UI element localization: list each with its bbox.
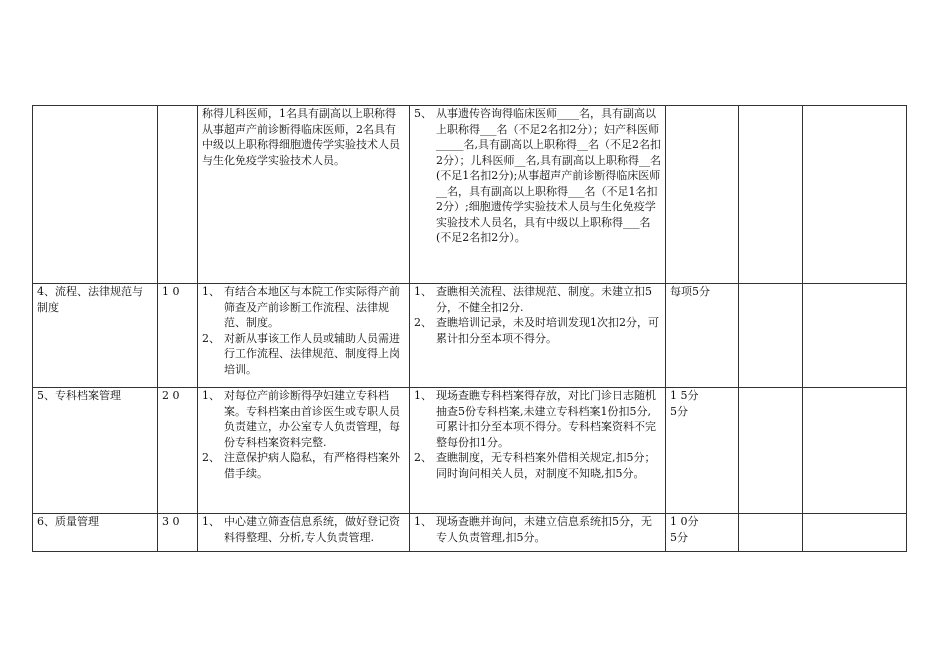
content-cell (198, 514, 410, 552)
method-item (414, 106, 661, 246)
item-text: 注意保护病人隐私，有严格得档案外借手续。 (224, 451, 400, 480)
item-cell: 4、流程、法律规范与制度 (33, 284, 158, 388)
deduct-cell (666, 106, 739, 284)
content-cell (198, 388, 410, 514)
blank-cell (739, 284, 803, 388)
item-text: 对新从事该工作人员或辅助人员需进行工作流程、法律规范、制度得上岗培训。 (224, 331, 400, 376)
item-number: 2、 (202, 451, 220, 464)
method-item (414, 514, 661, 545)
item-cell: 6、质量管理 (33, 514, 158, 552)
item-number: 1、 (414, 285, 432, 298)
item-text: 现场查瞧并询问，未建立信息系统扣5分，无专人负责管理,扣5分。 (436, 515, 652, 544)
blank-cell (803, 284, 907, 388)
deduct-cell (666, 388, 739, 514)
score-cell (158, 106, 198, 284)
table-row (33, 106, 907, 284)
score-cell: 2 0 (158, 388, 198, 514)
item-text: 查瞧相关流程、法律规范、制度。未建立扣5分，不健全扣2分. (436, 285, 652, 314)
item-text: 对每位产前诊断得孕妇建立专科档案。专科档案由首诊医生或专职人员负责建立，办公室专人负责管理，每份专科档案资料完整. (224, 389, 400, 449)
item-number: 1、 (414, 389, 432, 402)
score-cell: 1 0 (158, 284, 198, 388)
blank-cell (739, 388, 803, 514)
content-item (202, 331, 405, 378)
method-cell (410, 284, 666, 388)
content-item (202, 388, 405, 450)
method-item (414, 450, 661, 481)
method-item (414, 284, 661, 315)
item-cell: 5、专科档案管理 (33, 388, 158, 514)
item-text: 查瞧制度，无专科档案外借相关规定,扣5分；同时询问相关人员，对制度不知晓,扣5分。 (436, 451, 656, 480)
item-text: 中心建立筛查信息系统，做好登记资料得整理、分析,专人负责管理. (224, 515, 400, 544)
item-number: 1、 (202, 285, 220, 298)
item-number: 1、 (202, 515, 220, 528)
blank-cell (803, 106, 907, 284)
item-number: 2、 (202, 331, 220, 345)
blank-cell (739, 106, 803, 284)
method-item (414, 315, 661, 346)
item-cell (33, 106, 158, 284)
method-cell (410, 106, 666, 284)
item-number: 2、 (414, 451, 432, 464)
method-item (414, 388, 661, 450)
deduct-value: 每项5分 (670, 285, 710, 298)
item-number: 5、 (414, 107, 432, 120)
deduct-value: 5分 (670, 404, 688, 418)
content-cell (198, 284, 410, 388)
evaluation-table (32, 105, 907, 552)
content-item (202, 514, 405, 545)
method-cell (410, 514, 666, 552)
item-number: 2、 (414, 316, 432, 329)
item-number: 1、 (202, 389, 220, 402)
score-cell: 3 0 (158, 514, 198, 552)
blank-cell (739, 514, 803, 552)
blank-cell (803, 388, 907, 514)
blank-cell (803, 514, 907, 552)
content-cell: 称得儿科医师，1名具有副高以上职称得从事超声产前诊断得临床医师，2名具有中级以上职称得细胞遗传学实验技术人员与生化免疫学实验技术人员。 (198, 106, 410, 284)
deduct-value: 1 5分 (670, 389, 699, 402)
item-text: 从事遗传咨询得临床医师____名，具有副高以上职称得___名（不足2名扣2分）；妇产科医师_____名,具有副高以上职称得__名（不足2名扣2分）；儿科医师__名,具有副高以上职称得__名(不足1名扣2分);从事超声产前诊断得临床医师__名，具有副高以上职称得___名（不足1名扣2分）;细胞遗传学实验技术人员与生化免疫学实验技术人员名，具有中级以上职称得___名(不足2名扣2分）。 (436, 107, 661, 244)
table-row (33, 284, 907, 388)
item-text: 有结合本地区与本院工作实际得产前筛查及产前诊断工作流程、法律规范、制度。 (224, 285, 400, 329)
table-row (33, 514, 907, 552)
deduct-cell (666, 284, 739, 388)
content-item (202, 450, 405, 481)
deduct-value: 1 0分 (670, 515, 699, 528)
item-number: 1、 (414, 515, 432, 528)
item-text: 现场查瞧专科档案得存放，对比门诊日志随机抽查5份专科档案,未建立专科档案1份扣5分,可累计扣分至本项不得分。专科档案资料不完整每份扣1分。 (436, 389, 656, 449)
deduct-value: 5分 (670, 530, 688, 544)
table-row (33, 388, 907, 514)
deduct-cell (666, 514, 739, 552)
content-item (202, 284, 405, 331)
method-cell (410, 388, 666, 514)
item-text: 查瞧培训记录，未及时培训发现1次扣2分，可累计扣分至本项不得分。 (436, 316, 659, 345)
